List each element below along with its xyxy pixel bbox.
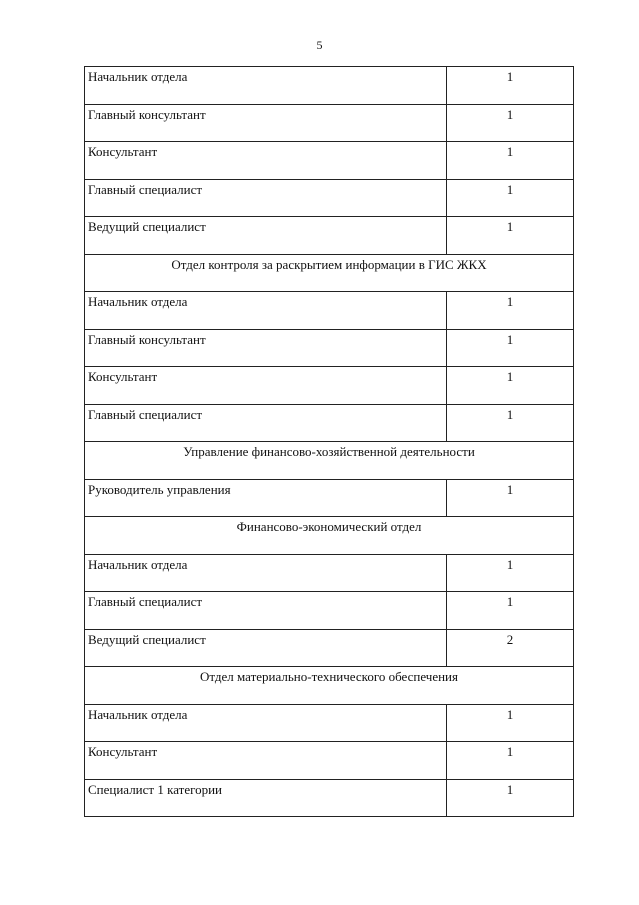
table-row <box>85 554 574 592</box>
position-cell: Главный специалист <box>85 592 447 630</box>
table-row <box>85 629 574 667</box>
table-row <box>85 704 574 742</box>
table-row <box>85 67 574 105</box>
section-header-row <box>85 517 574 555</box>
section-title: Отдел контроля за раскрытием информации в ГИС ЖКХ <box>85 254 574 292</box>
table-row <box>85 217 574 255</box>
section-title: Управление финансово-хозяйственной деятельности <box>85 442 574 480</box>
position-cell: Начальник отдела <box>85 554 447 592</box>
section-header-row <box>85 254 574 292</box>
position-cell: Руководитель управления <box>85 479 447 517</box>
count-cell: 2 <box>447 629 574 667</box>
position-cell: Ведущий специалист <box>85 217 447 255</box>
position-cell: Консультант <box>85 367 447 405</box>
section-header-row <box>85 667 574 705</box>
position-cell: Начальник отдела <box>85 67 447 105</box>
count-cell: 1 <box>447 742 574 780</box>
position-cell: Ведущий специалист <box>85 629 447 667</box>
section-title: Отдел материально-технического обеспечения <box>85 667 574 705</box>
position-cell: Специалист 1 категории <box>85 779 447 817</box>
section-title: Финансово-экономический отдел <box>85 517 574 555</box>
position-cell: Главный консультант <box>85 104 447 142</box>
count-cell: 1 <box>447 554 574 592</box>
count-cell: 1 <box>447 292 574 330</box>
table-row <box>85 179 574 217</box>
position-cell: Консультант <box>85 142 447 180</box>
table-row <box>85 742 574 780</box>
count-cell: 1 <box>447 142 574 180</box>
count-cell: 1 <box>447 104 574 142</box>
table-row <box>85 404 574 442</box>
count-cell: 1 <box>447 329 574 367</box>
table-row <box>85 592 574 630</box>
count-cell: 1 <box>447 179 574 217</box>
count-cell: 1 <box>447 592 574 630</box>
table-row <box>85 142 574 180</box>
count-cell: 1 <box>447 479 574 517</box>
table-row <box>85 292 574 330</box>
count-cell: 1 <box>447 779 574 817</box>
count-cell: 1 <box>447 704 574 742</box>
count-cell: 1 <box>447 217 574 255</box>
table-row <box>85 104 574 142</box>
table-row <box>85 367 574 405</box>
position-cell: Главный специалист <box>85 404 447 442</box>
count-cell: 1 <box>447 67 574 105</box>
count-cell: 1 <box>447 367 574 405</box>
staffing-table <box>84 66 574 817</box>
position-cell: Главный консультант <box>85 329 447 367</box>
section-header-row <box>85 442 574 480</box>
position-cell: Главный специалист <box>85 179 447 217</box>
table-row <box>85 479 574 517</box>
position-cell: Начальник отдела <box>85 292 447 330</box>
staffing-table-body <box>85 67 574 817</box>
table-row <box>85 779 574 817</box>
position-cell: Начальник отдела <box>85 704 447 742</box>
page-number: 5 <box>316 38 323 52</box>
position-cell: Консультант <box>85 742 447 780</box>
table-row <box>85 329 574 367</box>
count-cell: 1 <box>447 404 574 442</box>
